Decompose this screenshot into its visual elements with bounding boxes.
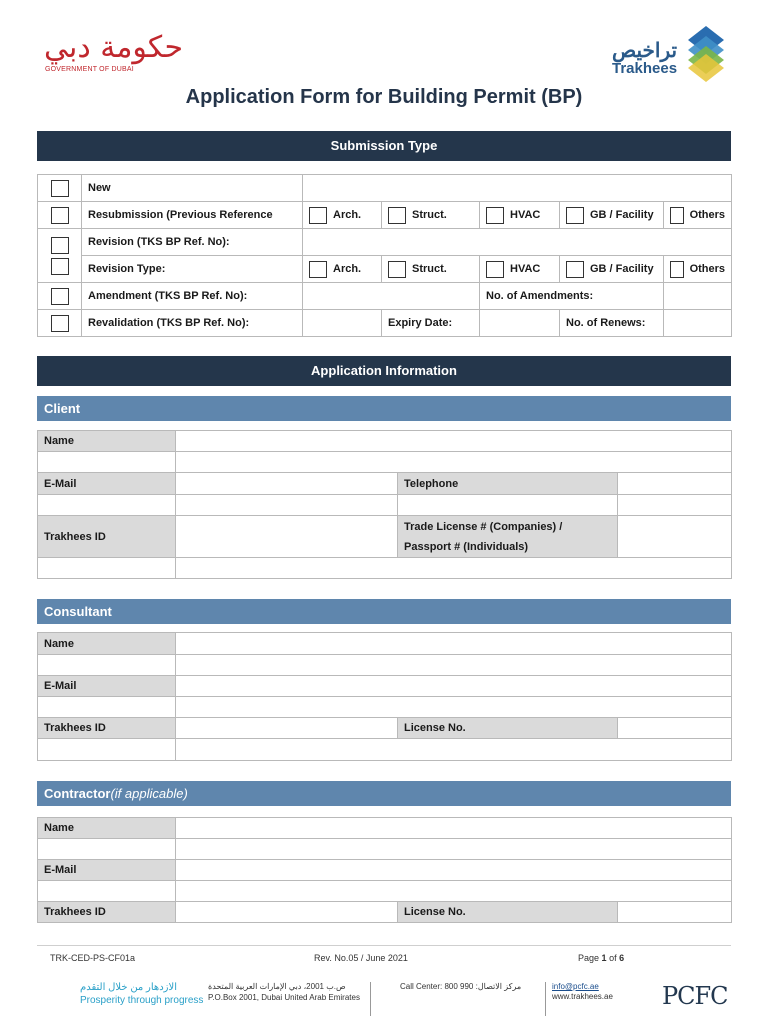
pcfc-logo: PCFC [662,982,728,1010]
rev-others-label: Others [689,263,726,275]
no-amendments-label: No. of Amendments: [480,283,664,310]
resub-gb-label: GB / Facility [590,209,654,221]
form-code: TRK-CED-PS-CF01a [50,953,136,963]
client-telephone-input[interactable] [618,473,732,495]
contractor-license-label: License No. [398,902,618,923]
client-trade-license-label: Trade License # (Companies) / [404,520,563,533]
resub-struct-checkbox[interactable] [388,207,406,224]
amendment-label: Amendment (TKS BP Ref. No): [82,283,303,310]
contractor-trakhees-id-label: Trakhees ID [38,902,176,923]
page-total: 6 [619,953,625,963]
resub-gb-checkbox[interactable] [566,207,584,224]
resub-hvac-checkbox[interactable] [486,207,504,224]
client-trakhees-id-label: Trakhees ID [38,516,176,558]
consultant-section-header: Consultant [37,599,731,624]
rev-struct-checkbox[interactable] [388,261,406,278]
contractor-table [37,817,732,923]
trakhees-logo-icon [688,26,724,82]
client-table [37,430,732,579]
address-english: P.O.Box 2001, Dubai United Arab Emirates [208,993,360,1002]
resub-struct-label: Struct. [412,209,447,221]
slogan-arabic: الازدهار من خلال التقدم [80,982,177,993]
consultant-trakhees-id-input[interactable] [176,718,398,739]
rev-arch-checkbox[interactable] [309,261,327,278]
expiry-date-label: Expiry Date: [382,310,480,337]
no-amendments-input[interactable] [664,283,732,310]
contractor-name-label: Name [38,818,176,839]
revalidation-label: Revalidation (TKS BP Ref. No): [82,310,303,337]
consultant-table [37,632,732,761]
page-current: 1 [601,953,607,963]
resub-arch-checkbox[interactable] [309,207,327,224]
no-renews-label: No. of Renews: [560,310,664,337]
page-prefix: Page [578,953,600,963]
footer-divider [37,945,731,946]
rev-others-checkbox[interactable] [670,261,684,278]
footer-separator-1 [370,982,371,1016]
consultant-name-input[interactable] [176,633,732,655]
rev-hvac-checkbox[interactable] [486,261,504,278]
resubmission-checkbox[interactable] [51,207,69,224]
consultant-license-label: License No. [398,718,618,739]
website-link[interactable]: www.trakhees.ae [552,992,613,1001]
footer-separator-2 [545,982,546,1016]
client-email-input[interactable] [176,473,398,495]
government-of-dubai-logo: حكومة دبي [44,30,184,65]
email-link[interactable]: info@pcfc.ae [552,982,599,991]
contractor-note: (if applicable) [110,786,188,801]
contractor-trakhees-id-input[interactable] [176,902,398,923]
contractor-email-label: E-Mail [38,860,176,881]
client-section-header: Client [37,396,731,421]
trakhees-logo-text: Trakhees [612,60,678,77]
rev-hvac-label: HVAC [510,263,541,275]
submission-type-table [37,174,732,337]
client-passport-label: Passport # (Individuals) [404,540,529,553]
amendment-checkbox[interactable] [51,288,69,305]
expiry-date-input[interactable] [480,310,560,337]
amendment-ref-input[interactable] [303,283,480,310]
client-name-input[interactable] [176,431,732,452]
consultant-email-label: E-Mail [38,676,176,697]
page-of: of [609,953,617,963]
government-of-dubai-text: GOVERNMENT OF DUBAI [45,66,134,73]
new-label: New [82,175,303,202]
resub-others-checkbox[interactable] [670,207,684,224]
consultant-name-label: Name [38,633,176,655]
revision-checkbox[interactable] [51,237,69,254]
client-trakhees-id-input[interactable] [176,516,398,558]
resub-arch-label: Arch. [333,209,362,221]
contractor-email-input[interactable] [176,860,732,881]
slogan-english: Prosperity through progress [80,995,204,1006]
consultant-license-input[interactable] [618,718,732,739]
revalidation-checkbox[interactable] [51,315,69,332]
resub-hvac-label: HVAC [510,209,541,221]
resub-others-label: Others [689,209,726,221]
contractor-license-input[interactable] [618,902,732,923]
rev-gb-label: GB / Facility [590,263,654,275]
submission-type-header: Submission Type [37,131,731,161]
client-email-label: E-Mail [38,473,176,495]
revision-type-label: Revision Type: [82,256,303,283]
contractor-section-header [37,781,731,806]
rev-gb-checkbox[interactable] [566,261,584,278]
resubmission-label: Resubmission (Previous Reference [82,202,303,229]
client-trade-license-input[interactable] [618,516,732,558]
consultant-email-input[interactable] [176,676,732,697]
trakhees-logo-arabic: تراخيص [612,40,678,62]
page-number [578,953,624,963]
revision-number: Rev. No.05 / June 2021 [314,953,408,963]
rev-arch-label: Arch. [333,263,362,275]
application-information-header: Application Information [37,356,731,386]
rev-struct-label: Struct. [412,263,447,275]
call-center: Call Center: 800 990 :مركز الاتصال [400,982,522,991]
client-telephone-label: Telephone [398,473,618,495]
address-arabic: ص.ب 2001، دبي الإمارات العربية المتحدة [208,982,346,991]
contractor-name-input[interactable] [176,818,732,839]
revalidation-ref-input[interactable] [303,310,382,337]
revision-ref-label: Revision (TKS BP Ref. No): [82,229,303,256]
revision-type-checkbox[interactable] [51,258,69,275]
page-title: Application Form for Building Permit (BP) [185,86,583,108]
no-renews-input[interactable] [664,310,732,337]
consultant-trakhees-id-label: Trakhees ID [38,718,176,739]
contractor-heading: Contractor [44,786,111,801]
client-name-label: Name [38,431,176,452]
new-checkbox[interactable] [51,180,69,197]
